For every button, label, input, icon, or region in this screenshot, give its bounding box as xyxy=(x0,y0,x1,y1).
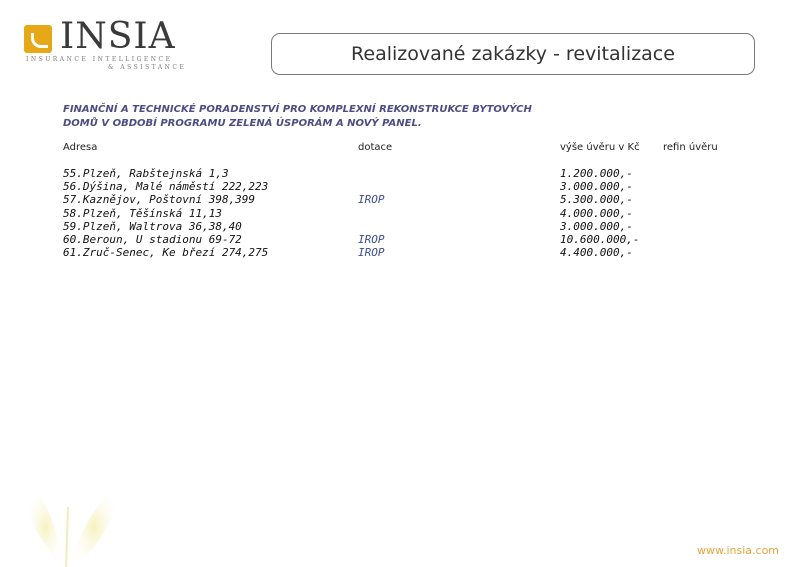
insia-logo xyxy=(24,16,187,71)
section-heading xyxy=(63,103,623,131)
table-row-amount: 5.300.000,- xyxy=(560,193,633,207)
column-header-dotace: dotace xyxy=(358,142,393,153)
table-row-dotace: IROP xyxy=(358,193,385,207)
table-row-address: 61.Zruč-Senec, Ke březí 274,275 xyxy=(63,246,269,260)
title-box xyxy=(271,33,755,75)
table-row-dotace xyxy=(358,180,385,193)
logo-tagline-2: & ASSISTANCE xyxy=(108,64,187,71)
table-row-amount: 4.000.000,- xyxy=(560,206,633,220)
table-row-amount: 3.000.000,- xyxy=(560,180,633,194)
table-row-amount: 3.000.000,- xyxy=(560,219,633,233)
column-header-refin: refin úvěru xyxy=(663,142,718,153)
heading-line-2: DOMŮ V OBDOBÍ PROGRAMU ZELENÁ ÚSPORÁM A NOVÝ PANEL. xyxy=(63,118,422,129)
logo-tagline: INSURANCE INTELLIGENCE xyxy=(26,56,173,63)
table-row-address: 58.Plzeň, Těšínská 11,13 xyxy=(63,206,222,220)
table-row-address: 59.Plzeň, Waltrova 36,38,40 xyxy=(63,219,242,233)
logo-mark-icon xyxy=(24,25,52,53)
address-column xyxy=(63,167,268,259)
table-row-dotace: IROP xyxy=(358,246,385,260)
table-row-dotace xyxy=(358,167,385,180)
table-row-dotace: IROP xyxy=(358,232,385,246)
table-row-amount: 4.400.000,- xyxy=(560,246,633,260)
table-row-address: 56.Dýšina, Malé náměstí 222,223 xyxy=(63,180,269,194)
page-title: Realizované zakázky - revitalizace xyxy=(351,43,675,65)
table-row-address: 55.Plzeň, Rabštejnská 1,3 xyxy=(63,167,229,180)
amount-column xyxy=(560,167,639,259)
table-row-address: 60.Beroun, U stadionu 69-72 xyxy=(63,232,242,246)
heading-line-1: FINANČNÍ A TECHNICKÉ PORADENSTVÍ PRO KOMPLEXNÍ REKONSTRUKCE BYTOVÝCH xyxy=(63,104,532,115)
column-header-amount: výše úvěru v Kč xyxy=(560,142,640,153)
column-header-address: Adresa xyxy=(63,142,98,153)
table-row-amount: 10.600.000,- xyxy=(560,232,640,246)
table-row-address: 57.Kaznějov, Poštovní 398,399 xyxy=(63,193,256,207)
table-row-dotace xyxy=(358,220,385,233)
table-row-dotace xyxy=(358,207,385,220)
footer-website-link[interactable]: www.insia.com xyxy=(697,544,780,557)
dotace-column xyxy=(358,167,385,259)
butterfly-decoration-icon xyxy=(0,417,150,567)
table-row-amount: 1.200.000,- xyxy=(560,167,633,180)
logo-wordmark: INSIA xyxy=(60,16,176,57)
